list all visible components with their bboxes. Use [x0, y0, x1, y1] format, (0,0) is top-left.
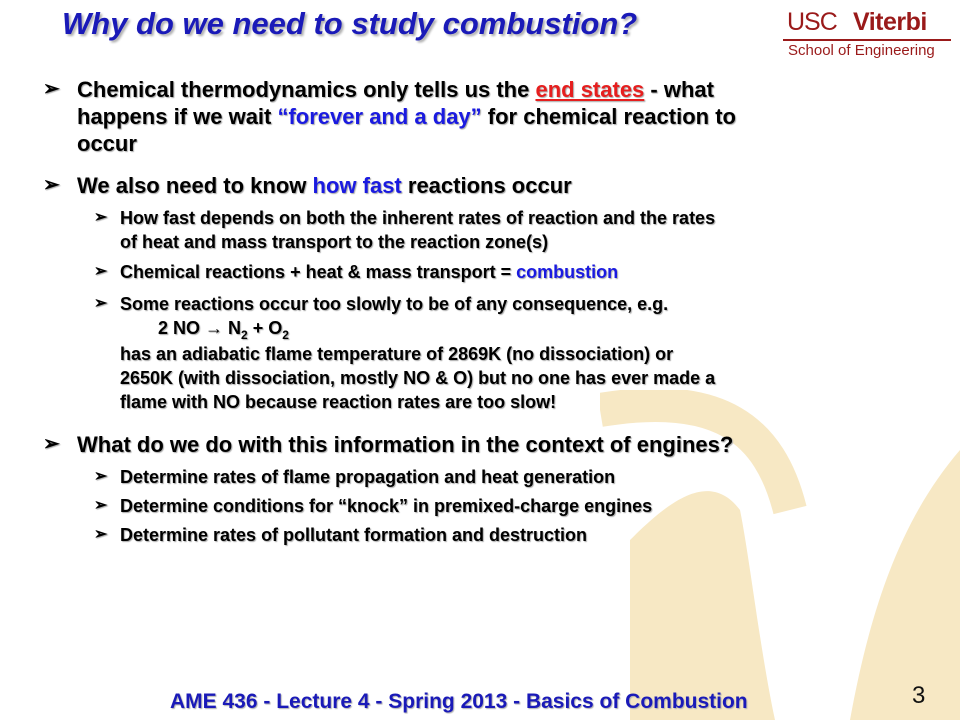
text-segment: + O [247, 318, 283, 338]
bullet-line: 2650K (with dissociation, mostly NO & O) but no one has ever made a [120, 368, 716, 388]
arrow-bullet-icon: ➢ [43, 174, 60, 196]
logo-usc-text: USC [787, 8, 837, 36]
bullet-how-fast [43, 172, 572, 199]
highlight-end-states: end states [535, 77, 645, 102]
text-segment: What do we do with this information in the context of engines? [77, 432, 734, 457]
subscript: 2 [241, 328, 248, 342]
text-segment: Determine rates of flame propagation and heat generation [120, 467, 616, 487]
text-segment: We also need to know [77, 173, 313, 198]
slide-footer: AME 436 - Lecture 4 - Spring 2013 - Basics of Combustion [170, 690, 748, 713]
page-number: 3 [912, 682, 926, 709]
subbullet-combustion [94, 260, 619, 284]
arrow-bullet-icon: ➢ [43, 78, 60, 100]
text-segment: - what [644, 77, 714, 102]
arrow-bullet-icon: ➢ [94, 209, 108, 226]
subbullet-flame-propagation [94, 465, 616, 489]
arrow-bullet-icon: ➢ [43, 433, 60, 455]
subscript: 2 [282, 328, 289, 342]
highlight-forever: “forever and a day” [277, 104, 482, 129]
highlight-combustion: combustion [516, 262, 619, 282]
logo-school-text: School of Engineering [788, 42, 935, 59]
reaction-arrow-icon: → [205, 318, 224, 338]
arrow-bullet-icon: ➢ [94, 263, 108, 280]
text-segment: Chemical thermodynamics only tells us the [77, 77, 536, 102]
subbullet-pollutants [94, 523, 588, 547]
bullet-line: occur [77, 131, 137, 156]
text-segment: happens if we wait [77, 104, 278, 129]
arrow-bullet-icon: ➢ [94, 497, 108, 514]
bullet-line: flame with NO because reaction rates are too slow! [120, 392, 557, 412]
bullet-engines [43, 431, 734, 458]
text-segment: reactions occur [401, 173, 572, 198]
logo-viterbi-text: Viterbi [853, 8, 927, 36]
bullet-line: How fast depends on both the inherent rates of reaction and the rates [120, 208, 716, 228]
bullet-thermodynamics [43, 76, 736, 157]
arrow-bullet-icon: ➢ [94, 526, 108, 543]
reaction-equation [120, 316, 715, 342]
arrow-bullet-icon: ➢ [94, 295, 108, 312]
text-segment: for chemical reaction to [481, 104, 736, 129]
bullet-line: of heat and mass transport to the reaction zone(s) [120, 232, 549, 252]
slide-title: Why do we need to study combustion? [62, 6, 638, 41]
text-segment: N [223, 318, 242, 338]
text-segment: Determine conditions for “knock” in premixed-charge engines [120, 496, 653, 516]
text-segment: 2 NO [158, 318, 206, 338]
subbullet-slow-reactions [94, 292, 716, 414]
bullet-line: Some reactions occur too slowly to be of any consequence, e.g. [120, 294, 669, 314]
text-segment: Chemical reactions + heat & mass transport = [120, 262, 517, 282]
arrow-bullet-icon: ➢ [94, 468, 108, 485]
bullet-line: has an adiabatic flame temperature of 2869K (no dissociation) or [120, 344, 674, 364]
bullet-line [77, 103, 736, 130]
text-segment: Determine rates of pollutant formation and destruction [120, 525, 588, 545]
subbullet-rates [94, 206, 716, 254]
bullet-line [77, 76, 736, 103]
subbullet-knock [94, 494, 653, 518]
highlight-how-fast: how fast [312, 173, 402, 198]
